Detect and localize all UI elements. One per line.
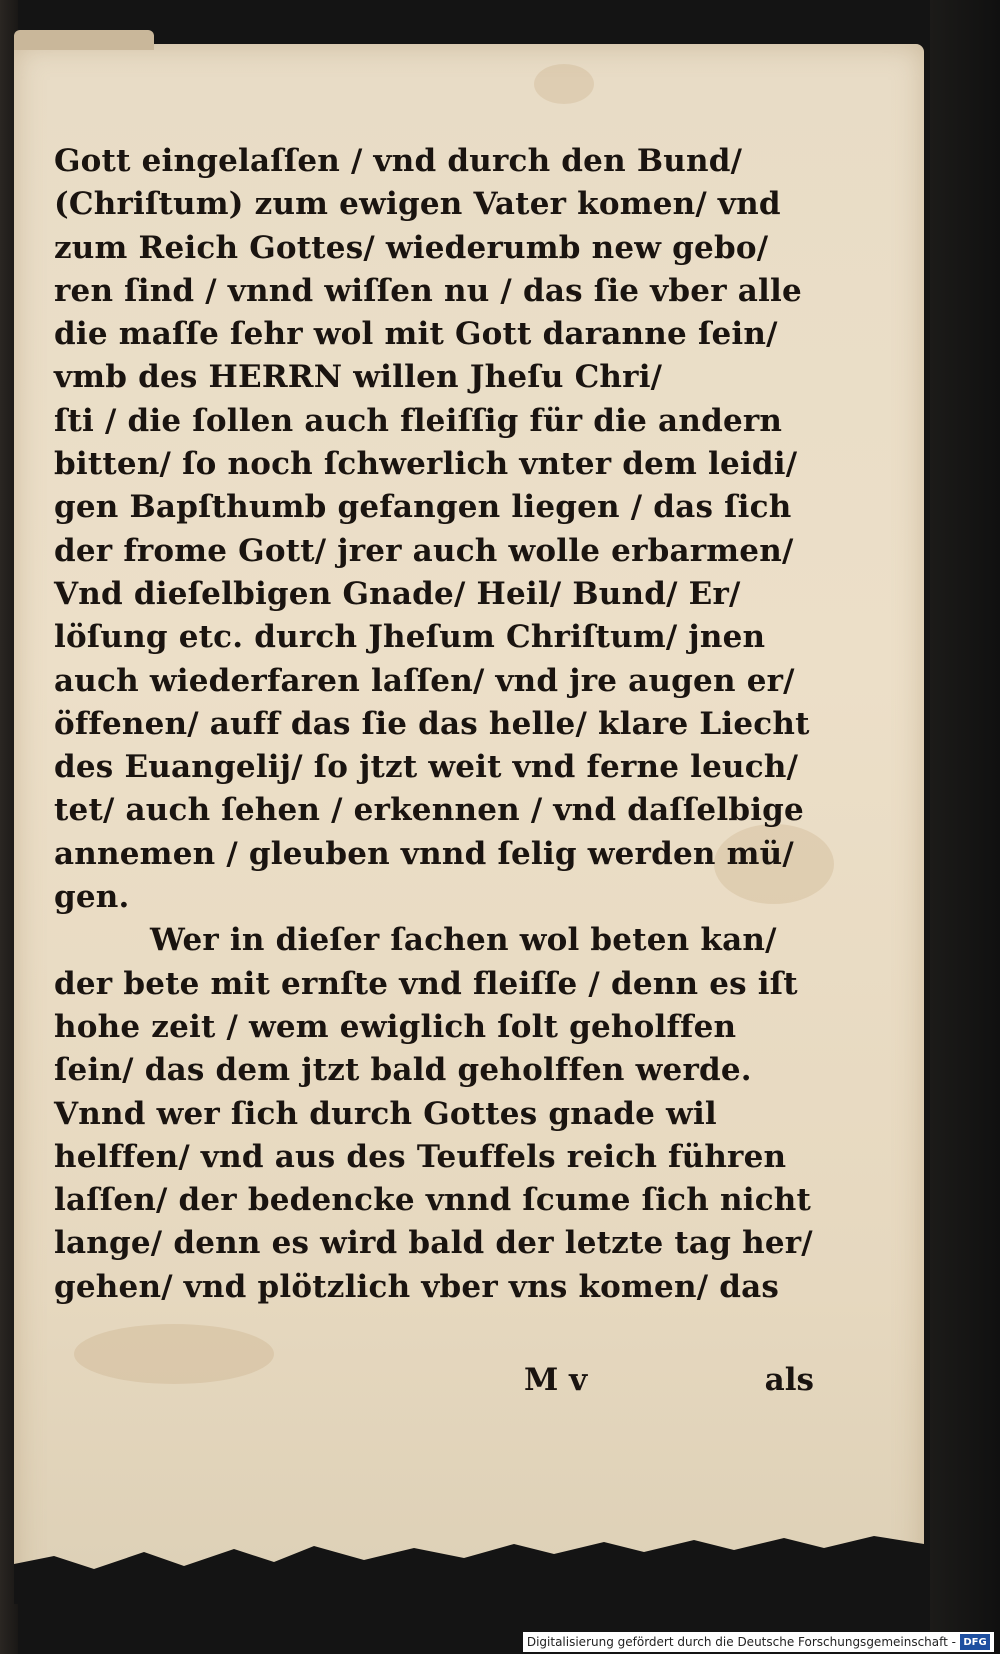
text-line: die maſſe ſehr wol mit Gott daranne ſein/ xyxy=(54,316,778,353)
text-line: vmb des HERRN willen Jheſu Chri/ xyxy=(54,359,663,396)
signature-mark: M v xyxy=(524,1362,588,1398)
text-line: hohe zeit / wem ewiglich ſolt geholffen xyxy=(54,1008,737,1045)
page-text xyxy=(54,140,834,1309)
text-line: ſti / die ſollen auch fleiſſig für die andern xyxy=(54,402,783,439)
text-line: Vnnd wer ſich durch Gottes gnade wil xyxy=(54,1095,717,1132)
torn-page-edge xyxy=(14,1494,924,1604)
dark-background-right xyxy=(930,0,1000,1654)
text-line: Vnd dieſelbigen Gnade/ Heil/ Bund/ Er/ xyxy=(54,575,741,612)
text-line: bitten/ ſo noch ſchwerlich vnter dem leidi/ xyxy=(54,446,798,483)
digitization-credit xyxy=(523,1632,994,1652)
text-line: des Euangelij/ ſo jtzt weit vnd ferne leuch/ xyxy=(54,749,799,786)
text-line: der bete mit ernſte vnd fleiſſe / denn es iſt xyxy=(54,965,798,1002)
text-line: laſſen/ der bedencke vnnd ſcume ſich nicht xyxy=(54,1182,812,1219)
text-line: ſein/ das dem jtzt bald geholffen werde. xyxy=(54,1052,752,1089)
text-line: lange/ denn es wird bald der letzte tag her/ xyxy=(54,1225,813,1262)
credit-text: Digitalisierung gefördert durch die Deutsche Forschungsgemeinschaft - xyxy=(526,1635,956,1649)
paragraph-start-line: Wer in dieſer ſachen wol beten kan/ xyxy=(150,922,777,959)
paper-stain xyxy=(534,64,594,104)
text-line: ren ſind / vnnd wiſſen nu / das ſie vber alle xyxy=(54,272,802,309)
text-line: auch wiederfaren laſſen/ vnd jre augen er/ xyxy=(54,662,795,699)
text-line: gen Bapſthumb gefangen liegen / das ſich xyxy=(54,489,792,526)
text-line: (Chriſtum) zum ewigen Vater komen/ vnd xyxy=(54,186,781,223)
signature-row xyxy=(54,1362,824,1410)
text-line: löſung etc. durch Jheſum Chriſtum/ jnen xyxy=(54,619,766,656)
book-page xyxy=(14,44,924,1604)
text-line: annemen / gleuben vnnd ſelig werden mü/ xyxy=(54,835,794,872)
text-line: öffenen/ auff das ſie das helle/ klare Liecht xyxy=(54,705,810,742)
text-line: der frome Gott/ jrer auch wolle erbarmen/ xyxy=(54,532,794,569)
dfg-logo-icon: DFG xyxy=(960,1634,990,1650)
text-line: Gott eingelaſſen / vnd durch den Bund/ xyxy=(54,143,743,179)
text-line: gehen/ vnd plötzlich vber vns komen/ das xyxy=(54,1268,780,1305)
page-top-edge xyxy=(14,30,154,50)
text-line: zum Reich Gottes/ wiederumb new gebo/ xyxy=(54,229,769,266)
catchword: als xyxy=(764,1362,814,1398)
text-line: helffen/ vnd aus des Teuffels reich führen xyxy=(54,1138,787,1175)
text-line: tet/ auch ſehen / erkennen / vnd daſſelbige xyxy=(54,792,804,829)
text-line: gen. xyxy=(54,879,130,916)
